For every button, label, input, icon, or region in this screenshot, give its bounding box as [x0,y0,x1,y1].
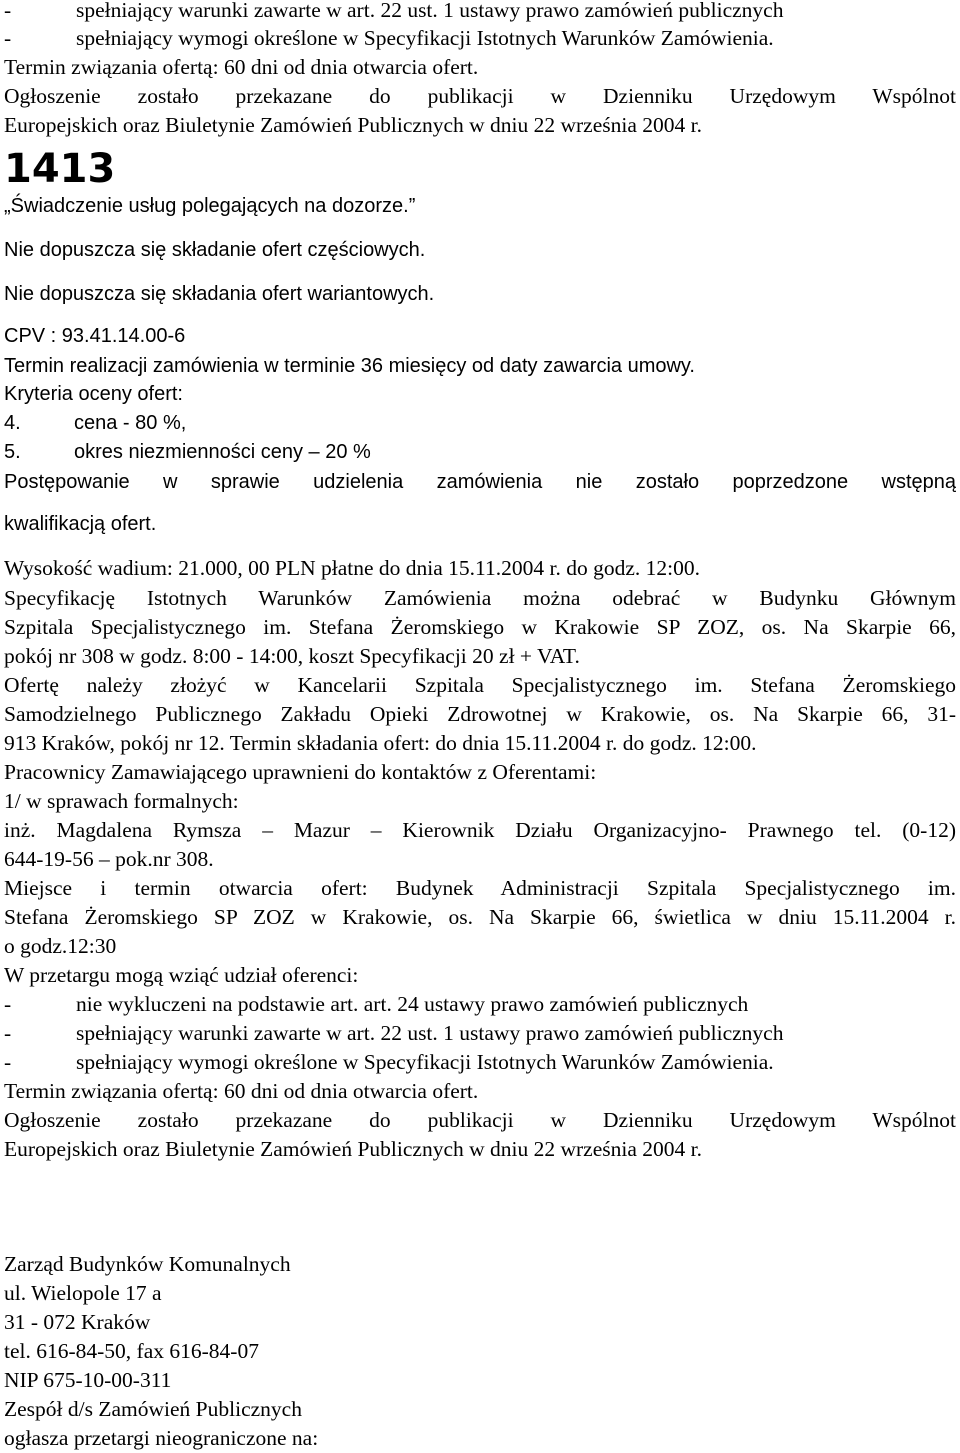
phone-fax: tel. 616-84-50, fax 616-84-07 [4,1339,259,1363]
validity-text: Termin związania ofertą: 60 dni od dnia otwarcia ofert. [4,1079,479,1103]
offer-submission-text: Ofertę należy złożyć w Kancelarii Szpitala Specjalistycznego im. Stefana Żeromskiego [4,673,956,697]
prequalification-text: Postępowanie w sprawie udzielenia zamówienia nie zostało poprzedzone wstępną [4,471,956,493]
publication-text: Ogłoszenie zostało przekazane do publikacji w Dzienniku Urzędowym Wspólnot [4,1108,956,1132]
criterion-number: 4. [4,412,21,434]
criterion-item [4,438,956,467]
tender-number: 1413 [4,146,116,192]
tender-subject: „Świadczenie usług polegających na dozorze.” [4,195,416,217]
bullet-dash: - [4,26,12,50]
participants-title: W przetargu mogą wziąć udział oferenci: [4,963,359,987]
offer-submission-text: Samodzielnego Publicznego Zakładu Opieki Zdrowotnej w Krakowie, os. Na Skarpie 66, 31- [4,702,956,726]
criterion-text: cena - 80 %, [74,412,187,434]
condition-text: spełniający warunki zawarte w art. 22 ust. 1 ustawy prawo zamówień publicznych [76,0,784,22]
contact-person: 644-19-56 – pok.nr 308. [4,847,214,871]
condition-text: spełniający wymogi określone w Specyfikacji Istotnych Warunków Zamówienia. [76,1050,774,1074]
realization-term: Termin realizacji zamówienia w terminie 36 miesięcy od daty zawarcia umowy. [4,355,695,377]
contact-formal-label: 1/ w sprawach formalnych: [4,789,239,813]
condition-text: spełniający warunki zawarte w art. 22 ust. 1 ustawy prawo zamówień publicznych [76,1021,784,1045]
specification-text: Specyfikację Istotnych Warunków Zamówienia można odebrać w Budynku Głównym [4,586,956,610]
condition-line [4,990,956,1019]
condition-line [4,24,956,53]
deposit-text: Wysokość wadium: 21.000, 00 PLN płatne do dnia 15.11.2004 r. do godz. 12:00. [4,556,700,580]
contact-title: Pracownicy Zamawiającego uprawnieni do kontaktów z Oferentami: [4,760,597,784]
cpv-code: CPV : 93.41.14.00-6 [4,325,186,347]
bullet-dash: - [4,992,12,1016]
team-name: Zespół d/s Zamówień Publicznych [4,1397,302,1421]
partial-offers-text: Nie dopuszcza się składanie ofert częściowych. [4,239,426,261]
bullet-dash: - [4,1021,12,1045]
condition-text: nie wykluczeni na podstawie art. art. 24 ustawy prawo zamówień publicznych [76,992,749,1016]
condition-line [4,1048,956,1077]
address-street: ul. Wielopole 17 a [4,1281,162,1305]
publication-text: Europejskich oraz Biuletynie Zamówień Publicznych w dniu 22 września 2004 r. [4,1137,702,1161]
opening-text: o godz.12:30 [4,934,117,958]
criterion-text: okres niezmienności ceny – 20 % [74,441,371,463]
announcement-text: ogłasza przetargi nieograniczone na: [4,1426,319,1450]
publication-text: Ogłoszenie zostało przekazane do publikacji w Dzienniku Urzędowym Wspólnot [4,84,956,108]
nip-number: NIP 675-10-00-311 [4,1368,172,1392]
opening-text: Miejsce i termin otwarcia ofert: Budynek Administracji Szpitala Specjalistycznego im. [4,876,956,900]
variant-offers-text: Nie dopuszcza się składania ofert wariantowych. [4,283,435,305]
offer-submission-text: 913 Kraków, pokój nr 12. Termin składania ofert: do dnia 15.11.2004 r. do godz. 12:00. [4,731,757,755]
bullet-dash: - [4,1050,12,1074]
publication-text: Europejskich oraz Biuletynie Zamówień Publicznych w dniu 22 września 2004 r. [4,113,702,137]
condition-text: spełniający wymogi określone w Specyfikacji Istotnych Warunków Zamówienia. [76,26,774,50]
address-city: 31 - 072 Kraków [4,1310,151,1334]
prequalification-text: kwalifikacją ofert. [4,513,157,535]
specification-text: Szpitala Specjalistycznego im. Stefana Żeromskiego w Krakowie SP ZOZ, os. Na Skarpie 66, [4,615,956,639]
specification-text: pokój nr 308 w godz. 8:00 - 14:00, koszt Specyfikacji 20 zł + VAT. [4,644,580,668]
opening-text: Stefana Żeromskiego SP ZOZ w Krakowie, os. Na Skarpie 66, świetlica w dniu 15.11.2004 r. [4,905,956,929]
criterion-item [4,409,956,438]
validity-text: Termin związania ofertą: 60 dni od dnia otwarcia ofert. [4,55,479,79]
condition-line [4,0,956,25]
organization-name: Zarząd Budynków Komunalnych [4,1252,291,1276]
condition-line [4,1019,956,1048]
criterion-number: 5. [4,441,21,463]
contact-person: inż. Magdalena Rymsza – Mazur – Kierownik Działu Organizacyjno- Prawnego tel. (0-12) [4,818,956,842]
bullet-dash: - [4,0,12,22]
criteria-title: Kryteria oceny ofert: [4,383,183,405]
